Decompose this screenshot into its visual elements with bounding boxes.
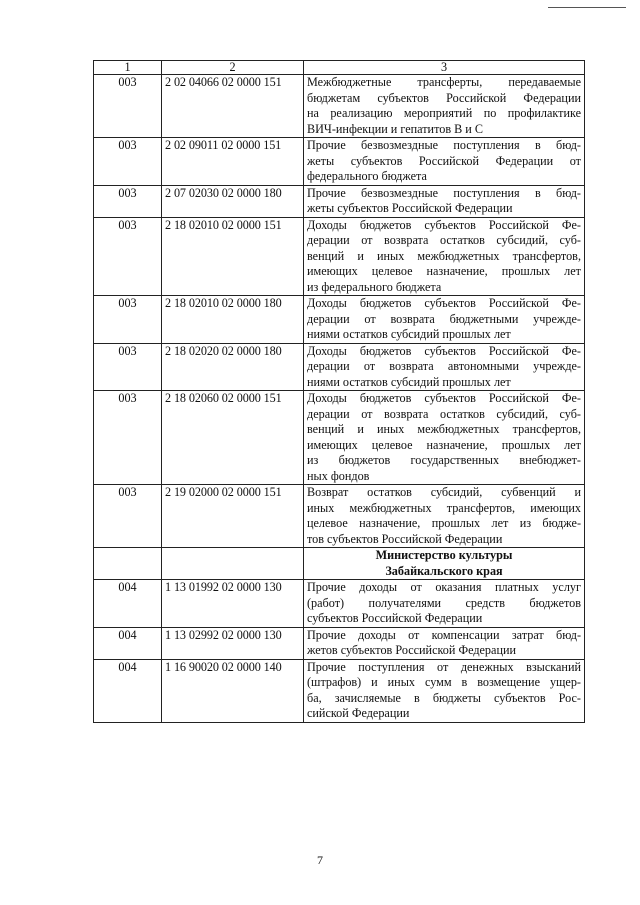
description-cell: [304, 296, 585, 344]
description-line: из бюджетов государственных внебюджет-: [307, 453, 581, 467]
budget-code-cell: 2 02 09011 02 0000 151: [162, 138, 304, 186]
budget-code-cell: 2 18 02060 02 0000 151: [162, 391, 304, 485]
description-line: Доходы бюджетов субъектов Российской Фе-: [307, 217, 581, 232]
description-cell: [304, 185, 585, 217]
description-cell: [304, 391, 585, 485]
description-line: ниями остатков субсидий прошлых лет: [307, 327, 511, 341]
corner-rule: [548, 7, 626, 8]
description-line: ных фондов: [307, 468, 370, 483]
admin-code-cell: 003: [94, 485, 162, 548]
admin-code-cell: 003: [94, 391, 162, 485]
table-header-row: [94, 61, 585, 75]
description-line: дерации от возврата остатков субсидий, суб-: [307, 406, 581, 421]
budget-code-cell: 2 19 02000 02 0000 151: [162, 485, 304, 548]
table-row: [94, 217, 585, 296]
budget-code-cell: 2 02 04066 02 0000 151: [162, 75, 304, 138]
description-line: Межбюджетные трансферты, передаваемые: [307, 75, 581, 89]
description-line: Прочие доходы от компенсации затрат бюд-: [307, 627, 581, 642]
description-line: сийской Федерации: [307, 706, 410, 720]
admin-code-cell: 003: [94, 138, 162, 186]
budget-code-cell: 2 18 02020 02 0000 180: [162, 343, 304, 391]
table-row: [94, 485, 585, 548]
description-line: ВИЧ-инфекции и гепатитов В и С: [307, 121, 484, 136]
description-line: дерации от возврата автономными учрежде-: [307, 359, 581, 373]
admin-code-cell: 004: [94, 580, 162, 628]
budget-code-cell: 2 18 02010 02 0000 180: [162, 296, 304, 344]
section-title-line: Забайкальского края: [385, 563, 503, 578]
description-line: Доходы бюджетов субъектов Российской Фе-: [307, 391, 581, 405]
empty-cell: [94, 548, 162, 580]
page-number: 7: [317, 853, 323, 867]
table-row: [94, 75, 585, 138]
description-line: жеты субъектов Российской Федерации: [307, 201, 513, 215]
table-row: [94, 659, 585, 722]
description-line: Доходы бюджетов субъектов Российской Фе-: [307, 343, 581, 358]
description-line: Доходы бюджетов субъектов Российской Фе-: [307, 296, 581, 310]
description-line: венций и иных межбюджетных трансфертов,: [307, 248, 581, 263]
table-row: [94, 185, 585, 217]
description-line: из федерального бюджета: [307, 279, 442, 294]
description-line: на реализацию мероприятий по профилактике: [307, 106, 581, 120]
budget-code-cell: 1 13 01992 02 0000 130: [162, 580, 304, 628]
section-title-line: Министерство культуры: [375, 548, 513, 562]
description-line: иных межбюджетных трансфертов, имеющих: [307, 500, 581, 515]
description-line: (работ) получателями средств бюджетов: [307, 595, 581, 610]
description-cell: [304, 217, 585, 296]
admin-code-cell: 003: [94, 296, 162, 344]
description-line: Возврат остатков субсидий, субвенций и: [307, 485, 581, 499]
description-line: дерации от возврата бюджетными учрежде-: [307, 311, 581, 326]
budget-code-cell: 2 18 02010 02 0000 151: [162, 217, 304, 296]
header-cell: 2: [162, 61, 304, 75]
description-line: федерального бюджета: [307, 169, 427, 183]
section-title-cell: [304, 548, 585, 580]
admin-code-cell: 004: [94, 659, 162, 722]
empty-cell: [162, 548, 304, 580]
admin-code-cell: 003: [94, 75, 162, 138]
description-line: дерации от возврата остатков субсидий, суб-: [307, 233, 581, 247]
description-cell: [304, 343, 585, 391]
description-line: имеющих целевое назначение, прошлых лет: [307, 437, 581, 452]
description-cell: [304, 627, 585, 659]
description-line: имеющих целевое назначение, прошлых лет: [307, 264, 581, 278]
description-line: ба, зачисляемые в бюджеты субъектов Рос-: [307, 690, 581, 705]
description-line: венций и иных межбюджетных трансфертов,: [307, 422, 581, 436]
budget-code-cell: 1 13 02992 02 0000 130: [162, 627, 304, 659]
description-line: ниями остатков субсидий прошлых лет: [307, 374, 511, 389]
description-cell: [304, 580, 585, 628]
description-line: тов субъектов Российской Федерации: [307, 531, 503, 546]
table-row: [94, 296, 585, 344]
description-line: целевое назначение, прошлых лет из бюдже-: [307, 516, 581, 530]
budget-code-cell: 1 16 90020 02 0000 140: [162, 659, 304, 722]
description-cell: [304, 485, 585, 548]
table-row: [94, 627, 585, 659]
description-cell: [304, 75, 585, 138]
budget-table: [93, 60, 585, 723]
description-line: жеты субъектов Российской Федерации от: [307, 153, 581, 168]
description-line: жетов субъектов Российской Федерации: [307, 643, 517, 657]
table-row: [94, 580, 585, 628]
admin-code-cell: 004: [94, 627, 162, 659]
description-line: Прочие безвозмездные поступления в бюд-: [307, 138, 581, 152]
table-row: [94, 391, 585, 485]
description-cell: [304, 659, 585, 722]
description-line: субъектов Российской Федерации: [307, 611, 483, 625]
description-line: Прочие безвозмездные поступления в бюд-: [307, 185, 581, 200]
header-cell: 3: [304, 61, 585, 75]
description-line: Прочие доходы от оказания платных услуг: [307, 580, 581, 594]
description-line: бюджетам субъектов Российской Федерации: [307, 90, 581, 105]
admin-code-cell: 003: [94, 217, 162, 296]
budget-code-cell: 2 07 02030 02 0000 180: [162, 185, 304, 217]
admin-code-cell: 003: [94, 185, 162, 217]
table-row: [94, 138, 585, 186]
description-line: Прочие поступления от денежных взысканий: [307, 659, 581, 674]
description-line: (штрафов) и иных сумм в возмещение ущер-: [307, 675, 581, 689]
header-cell: 1: [94, 61, 162, 75]
table-row: [94, 343, 585, 391]
admin-code-cell: 003: [94, 343, 162, 391]
section-header-row: [94, 548, 585, 580]
description-cell: [304, 138, 585, 186]
